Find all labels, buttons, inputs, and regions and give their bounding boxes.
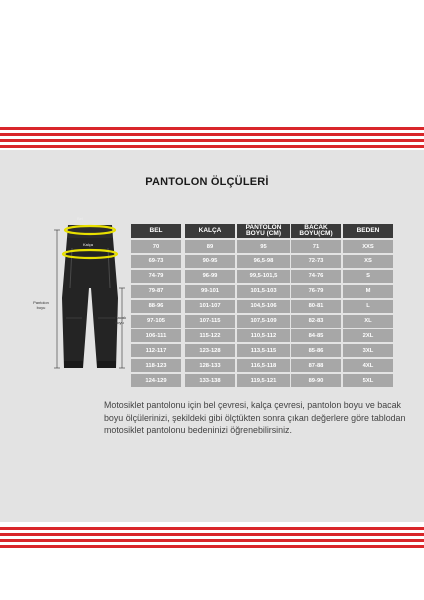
table-cell: 95 bbox=[237, 240, 290, 253]
table-cell: 88-96 bbox=[131, 300, 181, 313]
table-cell: 79-87 bbox=[131, 285, 181, 298]
table-cell: 97-105 bbox=[131, 315, 181, 328]
table-cell: 2XL bbox=[343, 329, 393, 342]
table-cell: S bbox=[343, 270, 393, 283]
table-cell: 110,5-112 bbox=[237, 329, 290, 342]
table-cell: 124-129 bbox=[131, 374, 181, 387]
table-cell: 72-73 bbox=[291, 255, 341, 268]
table-cell: L bbox=[343, 300, 393, 313]
header-bacak-boyu: BACAK BOYU(CM) bbox=[291, 224, 341, 238]
inseam-length-label: Bacak boyu bbox=[115, 315, 127, 325]
table-cell: 89-90 bbox=[291, 374, 341, 387]
description-text: Motosiklet pantolonu için bel çevresi, kalça çevresi, pantolon boyu ve bacak boyu ölçülerinizi, şekildeki gibi ölçtükten sonra çıkan değerlere göre tablodan motosiklet pantolonu bedeninizi öğrenebilirsiniz. bbox=[104, 400, 406, 435]
table-cell: 74-76 bbox=[291, 270, 341, 283]
table-cell: 4XL bbox=[343, 359, 393, 372]
table-cell: 101-107 bbox=[185, 300, 235, 313]
table-cell: 96-99 bbox=[185, 270, 235, 283]
table-cell: 107-115 bbox=[185, 315, 235, 328]
table-cell: 3XL bbox=[343, 344, 393, 357]
table-cell: 104,5-106 bbox=[237, 300, 290, 313]
table-cell: 99,5-101,5 bbox=[237, 270, 290, 283]
table-cell: 107,5-109 bbox=[237, 315, 290, 328]
table-cell: 113,5-115 bbox=[237, 344, 290, 357]
pants-length-label: Pantolon boyu bbox=[33, 300, 49, 310]
table-cell: 116,5-118 bbox=[237, 359, 290, 372]
table-cell: 5XL bbox=[343, 374, 393, 387]
table-cell: 76-79 bbox=[291, 285, 341, 298]
pants-figure bbox=[20, 218, 130, 383]
table-cell: 118-123 bbox=[131, 359, 181, 372]
table-cell: 87-88 bbox=[291, 359, 341, 372]
table-cell: 90-95 bbox=[185, 255, 235, 268]
table-cell: 115-122 bbox=[185, 329, 235, 342]
table-cell: 123-128 bbox=[185, 344, 235, 357]
page-title: PANTOLON ÖLÇÜLERİ bbox=[145, 176, 269, 188]
table-cell: 85-86 bbox=[291, 344, 341, 357]
table-cell: 106-111 bbox=[131, 329, 181, 342]
table-cell: 99-101 bbox=[185, 285, 235, 298]
header-pantolon-boyu: PANTOLON BOYU (CM) bbox=[237, 224, 290, 238]
table-cell: 119,5-121 bbox=[237, 374, 290, 387]
table-cell: 80-81 bbox=[291, 300, 341, 313]
table-cell: 89 bbox=[185, 240, 235, 253]
top-stripes bbox=[0, 127, 424, 149]
table-cell: XXS bbox=[343, 240, 393, 253]
bottom-stripes bbox=[0, 527, 424, 549]
table-cell: XS bbox=[343, 255, 393, 268]
table-cell: XL bbox=[343, 315, 393, 328]
header-beden: BEDEN bbox=[343, 224, 393, 238]
waist-label: Bel bbox=[77, 216, 83, 221]
header-bel: BEL bbox=[131, 224, 181, 238]
table-cell: M bbox=[343, 285, 393, 298]
hip-label: Kalça bbox=[83, 242, 94, 247]
table-cell: 133-138 bbox=[185, 374, 235, 387]
table-cell: 128-133 bbox=[185, 359, 235, 372]
table-cell: 70 bbox=[131, 240, 181, 253]
table-cell: 112-117 bbox=[131, 344, 181, 357]
table-cell: 74-79 bbox=[131, 270, 181, 283]
table-cell: 71 bbox=[291, 240, 341, 253]
table-cell: 69-73 bbox=[131, 255, 181, 268]
header-kalca: KALÇA bbox=[185, 224, 235, 238]
table-cell: 96,5-98 bbox=[237, 255, 290, 268]
table-cell: 84-85 bbox=[291, 329, 341, 342]
table-cell: 82-83 bbox=[291, 315, 341, 328]
table-cell: 101,5-103 bbox=[237, 285, 290, 298]
